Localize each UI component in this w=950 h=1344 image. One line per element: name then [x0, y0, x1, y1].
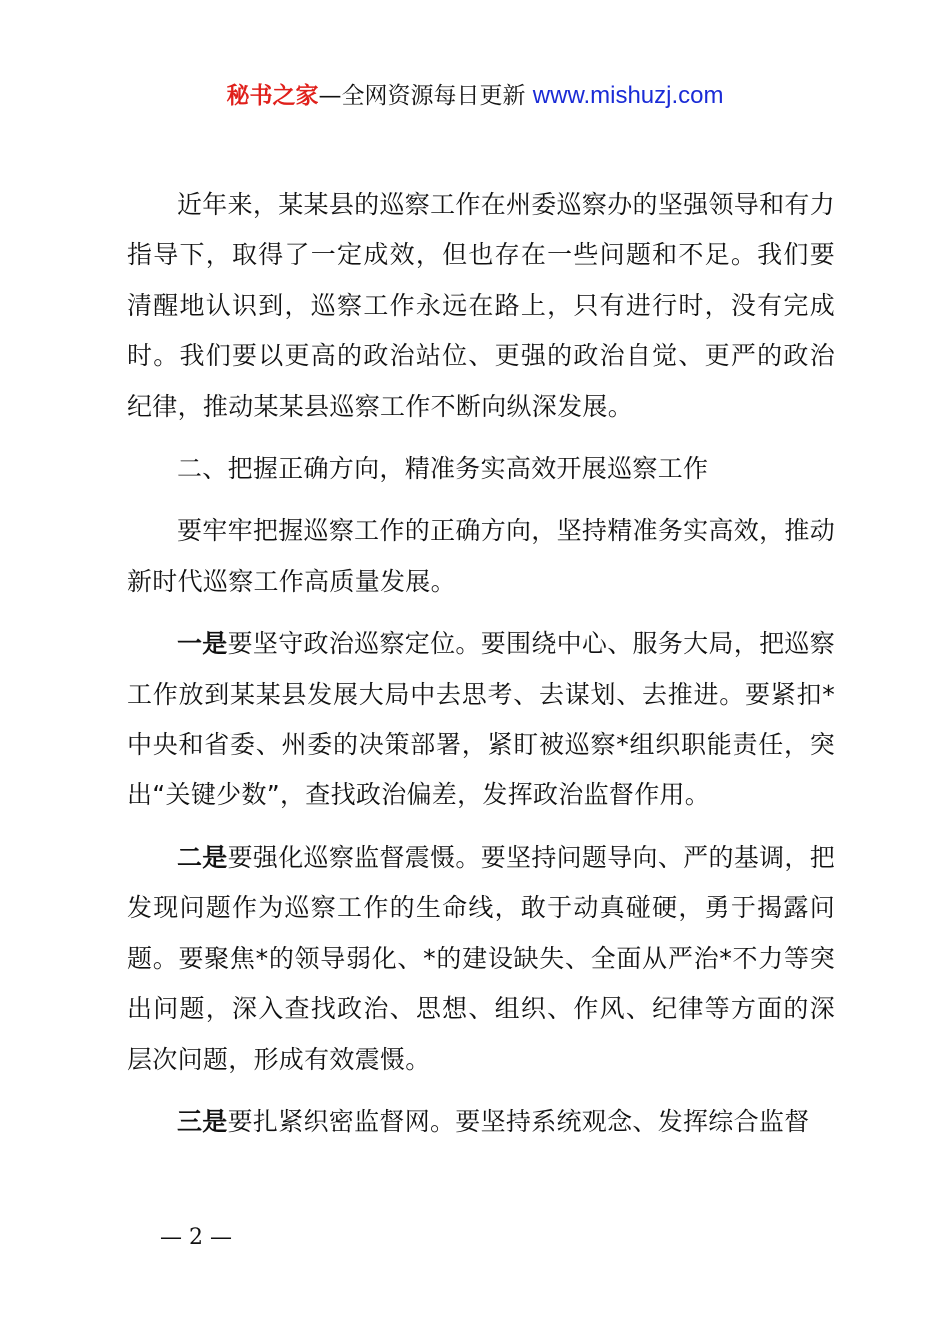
- paragraph-point-one: [127, 619, 835, 821]
- paragraph-direction: [127, 506, 835, 607]
- header-tagline: —全网资源每日更新: [318, 83, 533, 109]
- paragraph-text: 要牢牢把握巡察工作的正确方向，坚持精准务实高效，推动新时代巡察工作高质量发展。: [127, 516, 835, 596]
- point-lead: 一是: [177, 629, 228, 659]
- document-body: [127, 180, 835, 1147]
- paragraph-point-three: [127, 1097, 835, 1147]
- page-number: — 2 —: [160, 1225, 232, 1250]
- paragraph-point-two: [127, 833, 835, 1085]
- section-heading-text: 二、把握正确方向，精准务实高效开展巡察工作: [177, 454, 709, 484]
- paragraph-text: 要坚守政治巡察定位。要围绕中心、服务大局，把巡察工作放到某某县发展大局中去思考、去谋划、去推进。要紧扣*中央和省委、州委的决策部署，紧盯被巡察*组织职能责任，突出“关键少数”，查找政治偏差，发挥政治监督作用。: [127, 629, 835, 810]
- paragraph-text: 要强化巡察监督震慑。要坚持问题导向、严的基调，把发现问题作为巡察工作的生命线，敢于动真碰硬，勇于揭露问题。要聚焦*的领导弱化、*的建设缺失、全面从严治*不力等突出问题，深入查找政治、思想、组织、作风、纪律等方面的深层次问题，形成有效震慑。: [127, 842, 835, 1074]
- site-url-link[interactable]: www.mishuzj.com: [532, 82, 724, 109]
- section-heading: [127, 444, 835, 494]
- brand-name: 秘书之家: [226, 83, 319, 109]
- point-lead: 二是: [177, 842, 228, 872]
- paragraph-intro: [127, 180, 835, 432]
- paragraph-text: 要扎紧织密监督网。要坚持系统观念、发挥综合监督: [227, 1106, 810, 1136]
- paragraph-text: 近年来，某某县的巡察工作在州委巡察办的坚强领导和有力指导下，取得了一定成效，但也存在一些问题和不足。我们要清醒地认识到，巡察工作永远在路上，只有进行时，没有完成时。我们要以更高的政治站位、更强的政治自觉、更严的政治纪律，推动某某县巡察工作不断向纵深发展。: [127, 190, 835, 421]
- point-lead: 三是: [177, 1106, 228, 1136]
- site-header: [0, 80, 950, 112]
